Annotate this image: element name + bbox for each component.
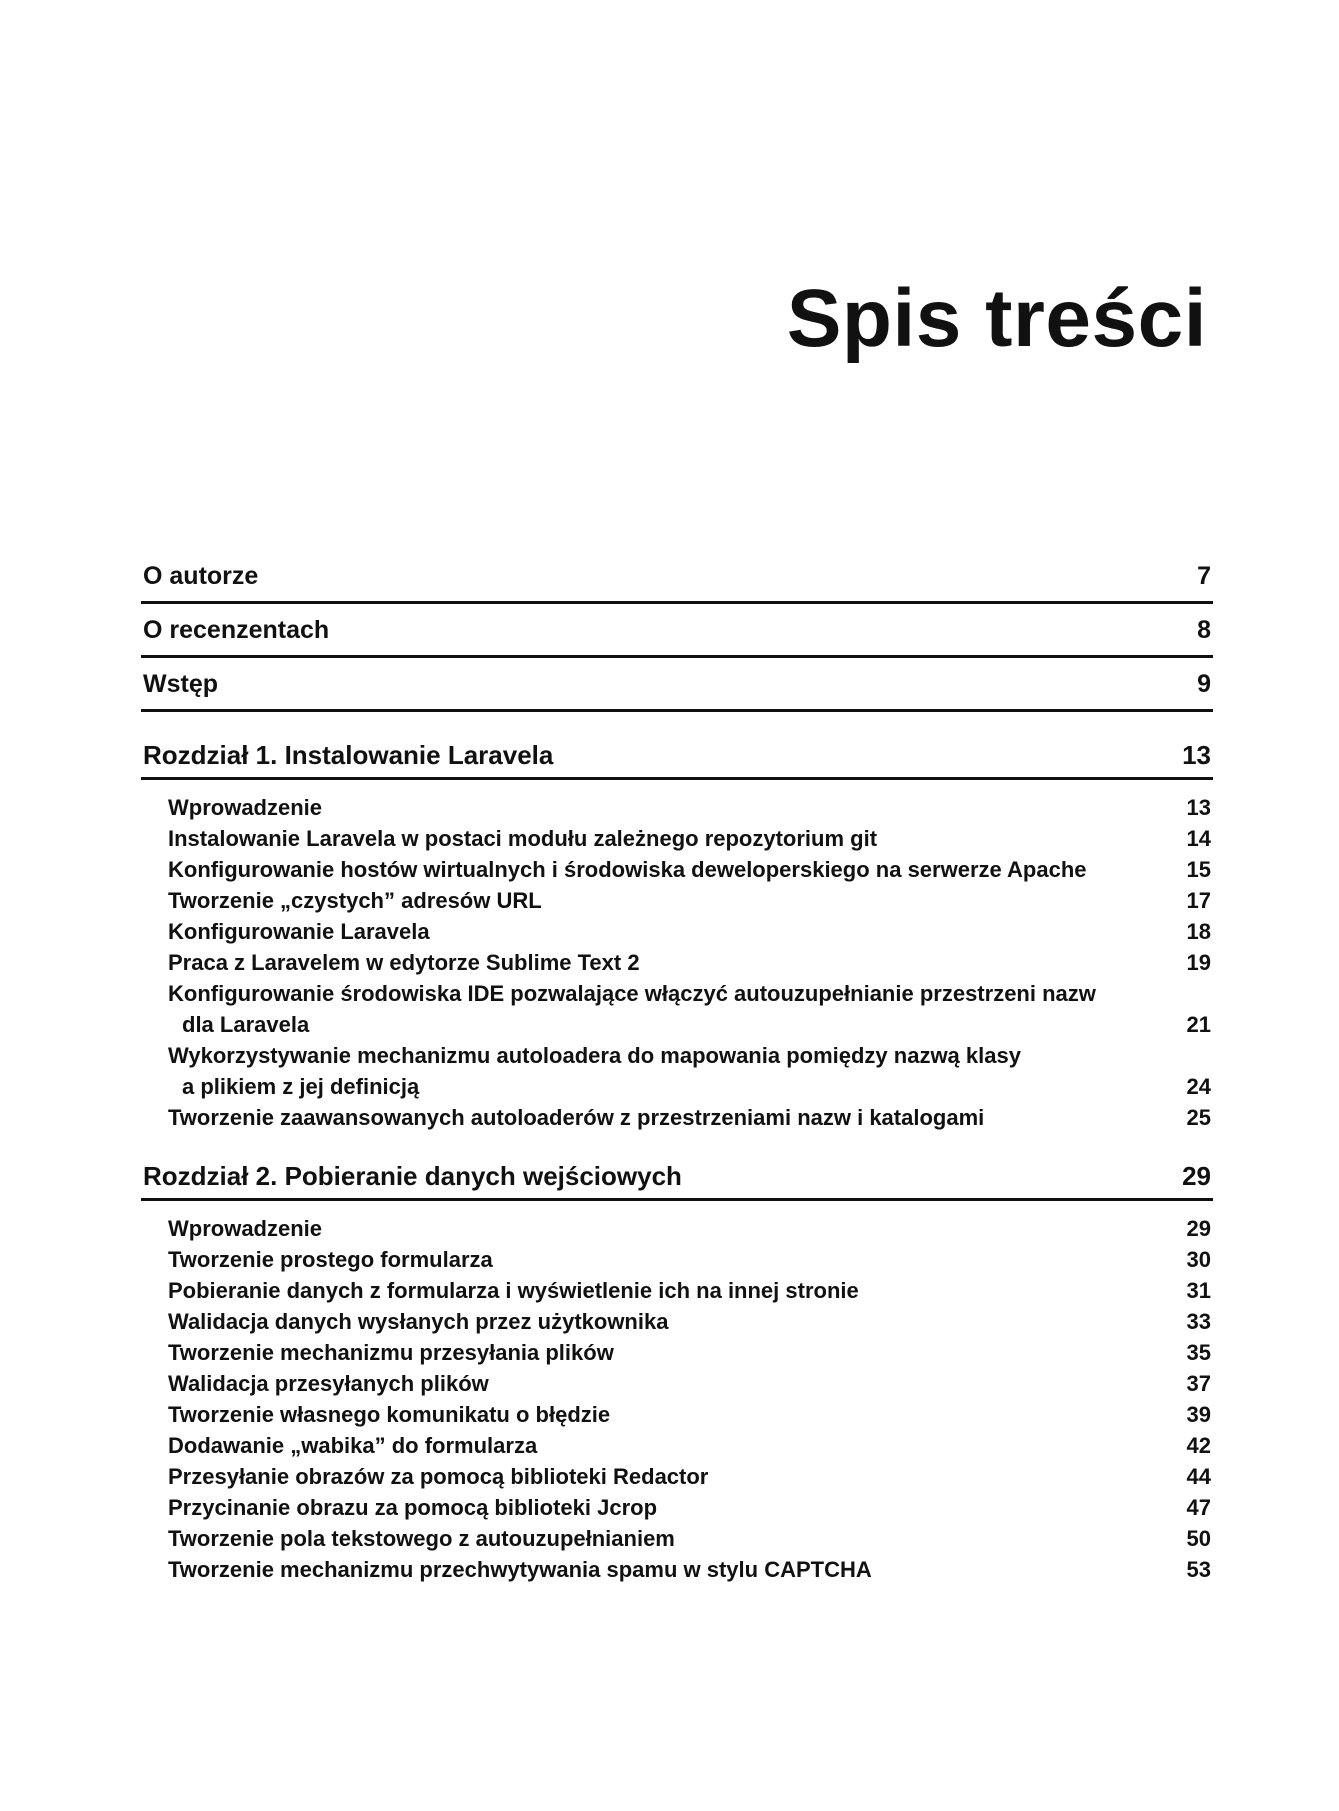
section-page-number: 13 <box>1186 795 1211 820</box>
section-entry <box>141 916 1213 947</box>
section-page-number: 24 <box>1186 1074 1211 1099</box>
section-page-number: 17 <box>1186 888 1211 913</box>
section-entry <box>141 1368 1213 1399</box>
chapter-heading <box>141 740 1213 780</box>
section-list <box>141 1213 1213 1585</box>
section-page-number: 42 <box>1186 1433 1211 1458</box>
section-label <box>168 823 877 854</box>
section-label-line: Tworzenie własnego komunikatu o błędzie <box>168 1402 611 1427</box>
toc-entry <box>141 604 1213 658</box>
entry-page-number: 7 <box>1197 562 1211 590</box>
chapters-list <box>141 740 1213 1585</box>
section-label <box>168 1368 489 1399</box>
section-label <box>168 1040 1021 1102</box>
section-label <box>168 1492 657 1523</box>
section-page-number: 47 <box>1186 1495 1211 1520</box>
section-entry <box>141 823 1213 854</box>
chapter-label: Rozdział 1. Instalowanie Laravela <box>143 740 554 770</box>
section-label-line: Tworzenie mechanizmu przesyłania plików <box>168 1340 614 1365</box>
section-page-number: 18 <box>1186 919 1211 944</box>
section-page-number: 21 <box>1186 1012 1211 1037</box>
section-label-line: Dodawanie „wabika” do formularza <box>168 1433 538 1458</box>
section-entry <box>141 1213 1213 1244</box>
section-label <box>168 1399 610 1430</box>
section-page-number: 25 <box>1186 1105 1211 1130</box>
chapter-heading <box>141 1161 1213 1201</box>
section-entry <box>141 1430 1213 1461</box>
section-label <box>168 1244 493 1275</box>
section-label <box>168 1337 614 1368</box>
section-label-continuation: a plikiem z jej definicją <box>182 1074 420 1099</box>
section-label <box>168 978 1096 1040</box>
section-label <box>168 1102 984 1133</box>
section-entry <box>141 1102 1213 1133</box>
section-label <box>168 1275 859 1306</box>
section-label-line: Walidacja danych wysłanych przez użytkownika <box>168 1309 669 1334</box>
section-page-number: 33 <box>1186 1309 1211 1334</box>
section-page-number: 30 <box>1186 1247 1211 1272</box>
section-label-line: Tworzenie prostego formularza <box>168 1247 493 1272</box>
toc-entry <box>141 550 1213 604</box>
section-entry <box>141 854 1213 885</box>
section-page-number: 50 <box>1186 1526 1211 1551</box>
page-title: Spis treści <box>786 273 1207 364</box>
section-entry <box>141 1492 1213 1523</box>
section-page-number: 31 <box>1186 1278 1211 1303</box>
section-page-number: 44 <box>1186 1464 1211 1489</box>
section-entry <box>141 885 1213 916</box>
section-label-line: Tworzenie mechanizmu przechwytywania spamu w stylu CAPTCHA <box>168 1557 872 1582</box>
section-page-number: 15 <box>1186 857 1211 882</box>
section-page-number: 19 <box>1186 950 1211 975</box>
section-entry <box>141 1275 1213 1306</box>
section-entry <box>141 978 1213 1040</box>
section-page-number: 37 <box>1186 1371 1211 1396</box>
section-label-line: Tworzenie zaawansowanych autoloaderów z przestrzeniami nazw i katalogami <box>168 1105 985 1130</box>
section-entry <box>141 1399 1213 1430</box>
toc-entry <box>141 658 1213 712</box>
section-label-line: Konfigurowanie hostów wirtualnych i środowiska deweloperskiego na serwerze Apache <box>168 857 1087 882</box>
chapter-section <box>141 1161 1213 1585</box>
section-label <box>168 1430 537 1461</box>
section-label-line: Wprowadzenie <box>168 1216 323 1241</box>
chapter-page-number: 13 <box>1182 740 1211 770</box>
section-label-line: Tworzenie „czystych” adresów URL <box>168 888 542 913</box>
section-label <box>168 1523 675 1554</box>
section-entry <box>141 1337 1213 1368</box>
chapter-page-number: 29 <box>1182 1161 1211 1191</box>
section-label-line: Konfigurowanie środowiska IDE pozwalające włączyć autouzupełnianie przestrzeni nazw <box>168 981 1096 1006</box>
section-label-line: Pobieranie danych z formularza i wyświetlenie ich na innej stronie <box>168 1278 859 1303</box>
section-label <box>168 916 430 947</box>
entry-label: O recenzentach <box>143 616 330 644</box>
section-label-line: Walidacja przesyłanych plików <box>168 1371 489 1396</box>
section-label-continuation: dla Laravela <box>182 1012 310 1037</box>
section-label <box>168 1461 708 1492</box>
chapter-label: Rozdział 2. Pobieranie danych wejściowych <box>143 1161 682 1191</box>
table-of-contents <box>141 550 1213 1585</box>
front-matter-entries <box>141 550 1213 712</box>
section-page-number: 53 <box>1186 1557 1211 1582</box>
section-entry <box>141 1244 1213 1275</box>
section-entry <box>141 1306 1213 1337</box>
section-entry <box>141 947 1213 978</box>
section-label-line: Konfigurowanie Laravela <box>168 919 430 944</box>
section-entry <box>141 792 1213 823</box>
section-label <box>168 885 542 916</box>
section-label <box>168 854 1087 885</box>
section-page-number: 29 <box>1186 1216 1211 1241</box>
chapter-section <box>141 740 1213 1133</box>
entry-label: O autorze <box>143 562 259 590</box>
entry-page-number: 9 <box>1197 670 1211 698</box>
section-label-line: Przycinanie obrazu za pomocą biblioteki Jcrop <box>168 1495 658 1520</box>
section-page-number: 14 <box>1186 826 1211 851</box>
section-entry <box>141 1461 1213 1492</box>
section-label <box>168 1554 872 1585</box>
section-label-line: Instalowanie Laravela w postaci modułu zależnego repozytorium git <box>168 826 878 851</box>
entry-label: Wstęp <box>143 670 218 698</box>
section-page-number: 35 <box>1186 1340 1211 1365</box>
section-label <box>168 1306 668 1337</box>
section-page-number: 39 <box>1186 1402 1211 1427</box>
section-list <box>141 792 1213 1133</box>
section-label-line: Przesyłanie obrazów za pomocą biblioteki Redactor <box>168 1464 709 1489</box>
section-label <box>168 947 640 978</box>
section-label-line: Tworzenie pola tekstowego z autouzupełnianiem <box>168 1526 675 1551</box>
section-entry <box>141 1523 1213 1554</box>
section-entry <box>141 1040 1213 1102</box>
section-entry <box>141 1554 1213 1585</box>
section-label-line: Wprowadzenie <box>168 795 323 820</box>
section-label-line: Wykorzystywanie mechanizmu autoloadera do mapowania pomiędzy nazwą klasy <box>168 1043 1021 1068</box>
section-label <box>168 1213 322 1244</box>
entry-page-number: 8 <box>1197 616 1211 644</box>
section-label-line: Praca z Laravelem w edytorze Sublime Text 2 <box>168 950 640 975</box>
section-label <box>168 792 322 823</box>
